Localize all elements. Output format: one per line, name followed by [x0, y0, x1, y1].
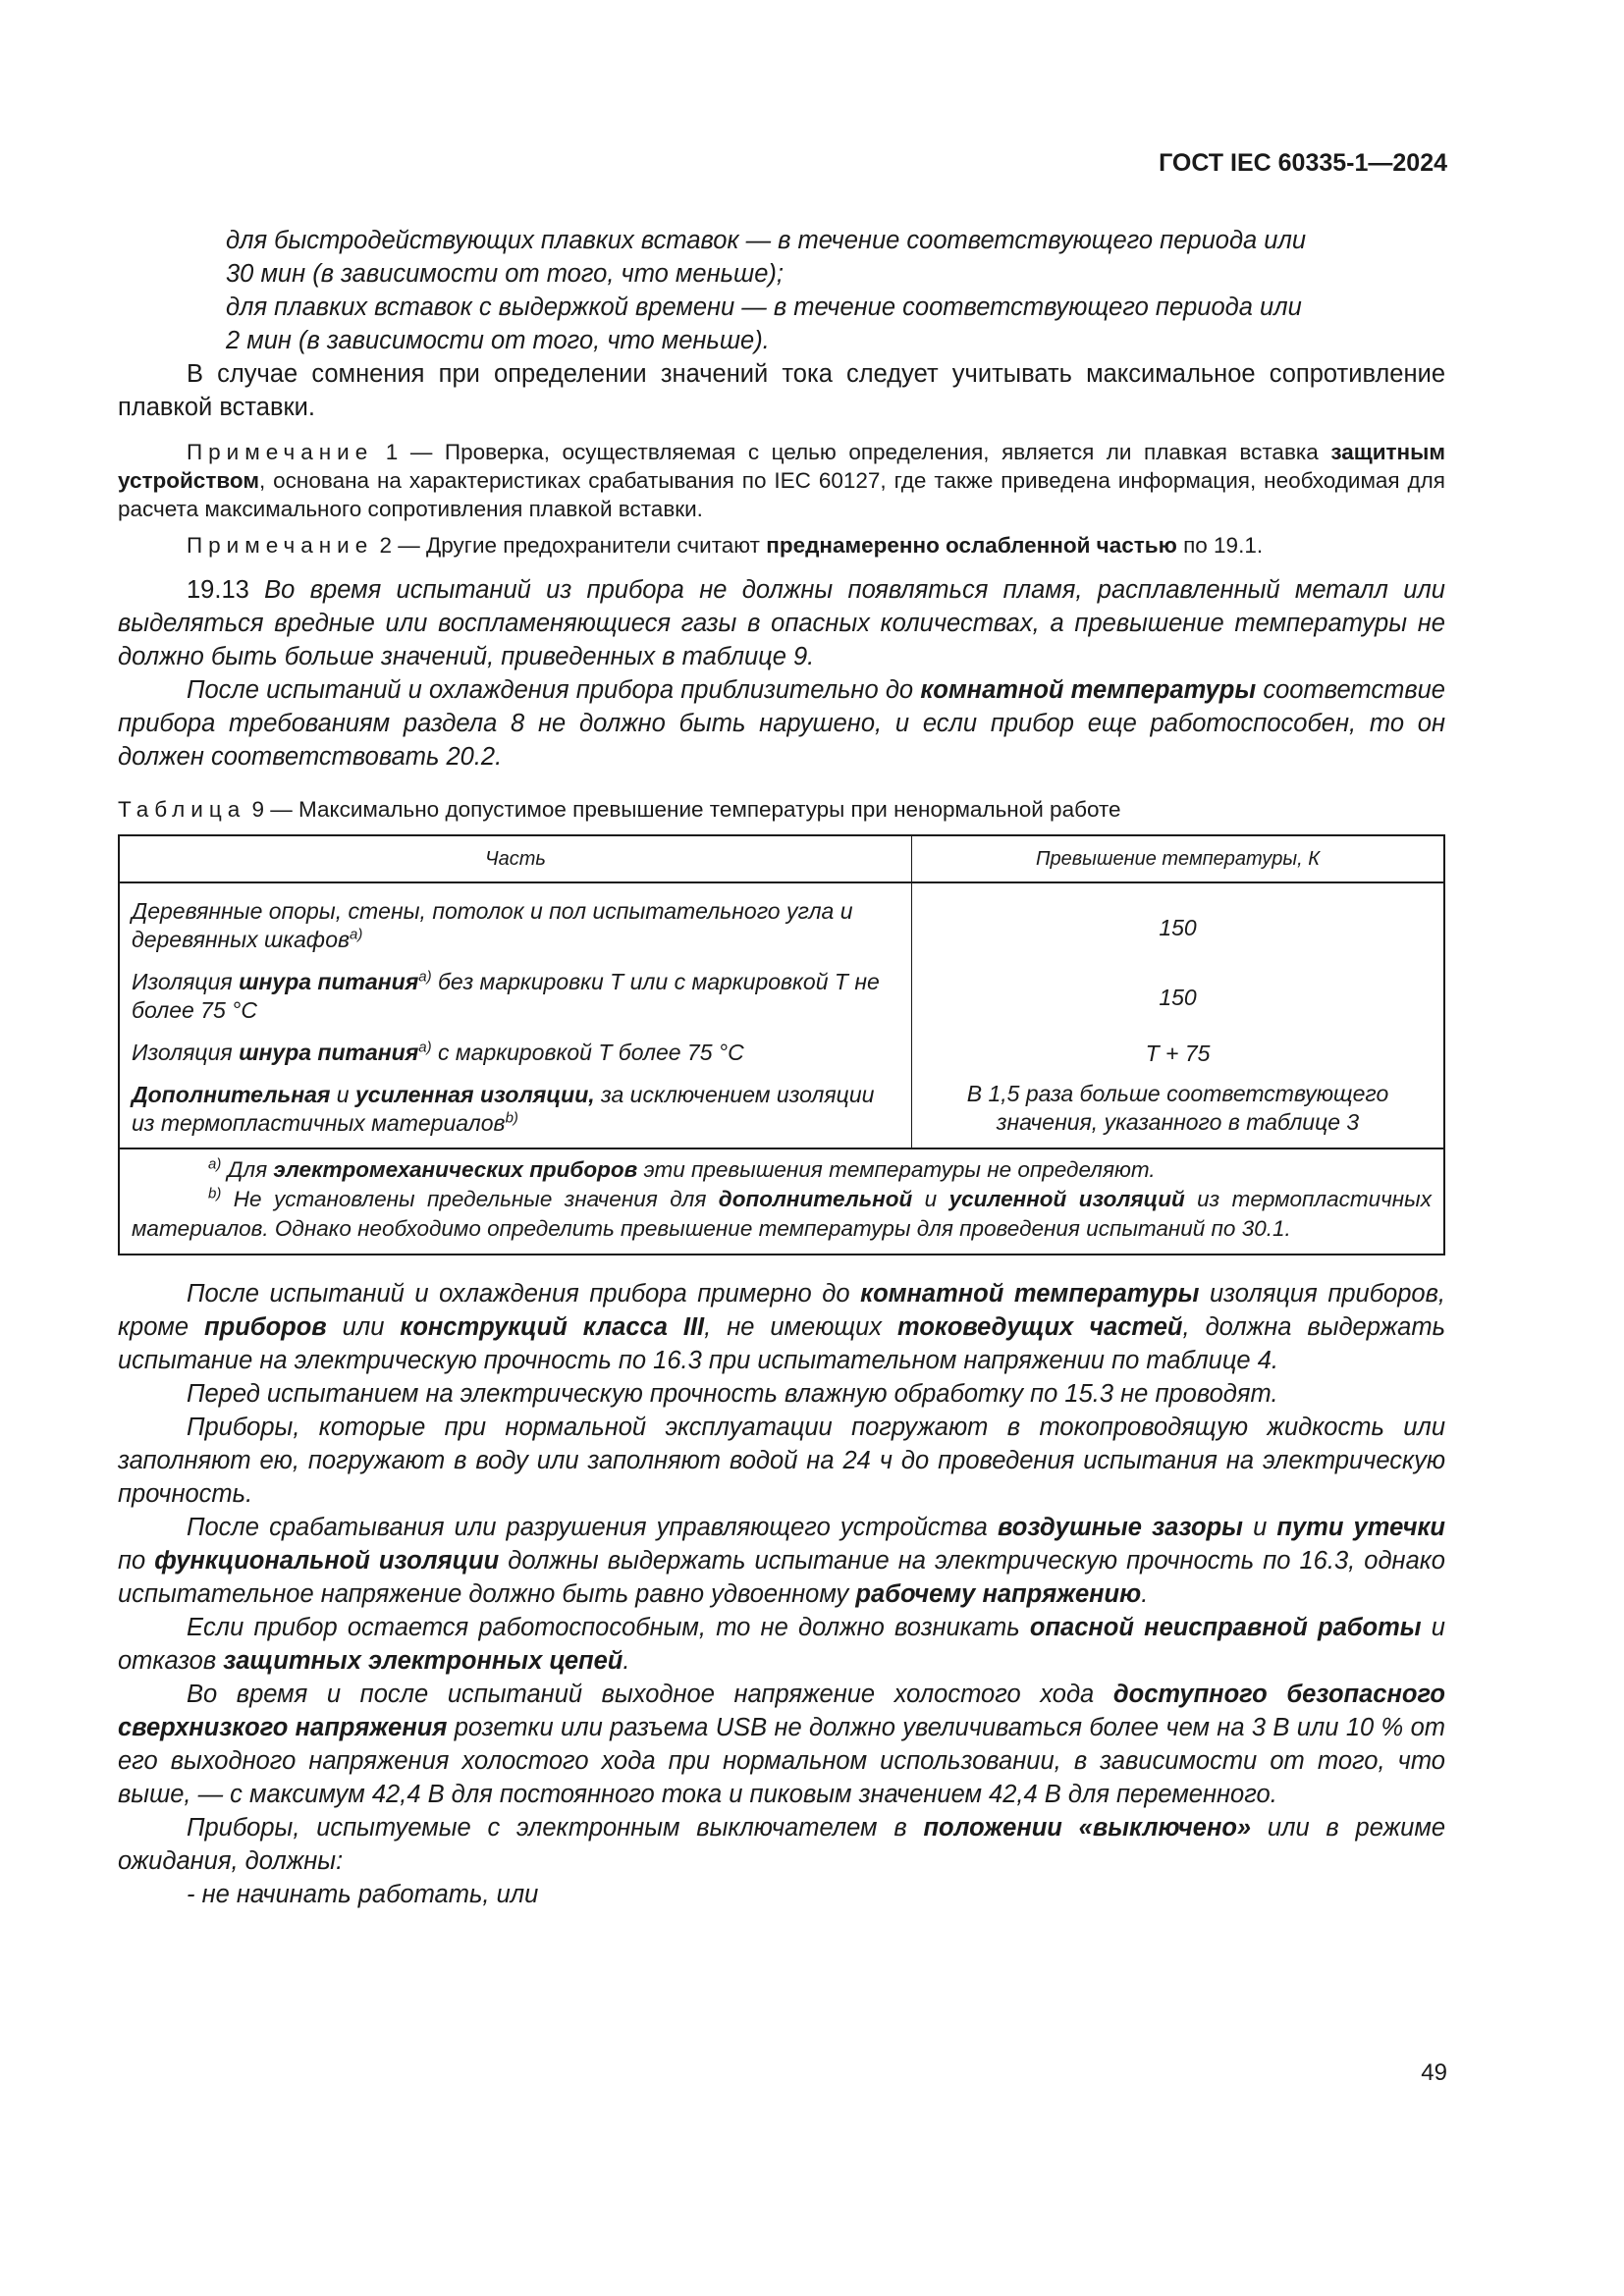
table-row: [119, 1075, 1444, 1148]
table-footnotes-row: [119, 1148, 1444, 1255]
table-footnotes: [119, 1148, 1444, 1255]
paragraph-operable: Если прибор остается работоспособным, то не должно возникать опасной неисправной работы и отказов защитных электронных цепей.: [118, 1614, 1445, 1675]
table-row: [119, 882, 1444, 962]
item-fast-fuse: для быстродействующих плавких вставок — в течение соответствующего периода или 30 мин (в зависимости от того, что меньше);: [226, 227, 1307, 288]
paragraph-doubt: В случае сомнения при определении значений тока следует учитывать максимальное сопротивление плавкой вставки.: [118, 360, 1445, 421]
col-header-part: Часть: [119, 835, 912, 882]
page-content: [118, 224, 1445, 1911]
list-item: - не начинать работать, или: [187, 1881, 539, 1908]
cell-part: Изоляция шнура питания$^{a)}$ с маркировкой Т более 75 °С: [119, 1033, 912, 1075]
paragraph-cooling-2: После испытаний и охлаждения прибора примерно до комнатной температуры изоляция приборов, кроме приборов или конструкций класса III, не имеющих токоведущих частей, должна выдержать испытание на электрическую прочность по 16.3 при испытательном напряжении по таблице 4.: [118, 1280, 1446, 1374]
page-number: 49: [1421, 2059, 1447, 2086]
table-row: [119, 962, 1444, 1033]
clause-19-13: 19.13 Во время испытаний из прибора не должны появляться пламя, расплавленный металл или выделяться вредные или воспламеняющиеся газы в опасных количествах, а превышение температуры не должно быть больше значений, приведенных в таблице 9.: [118, 576, 1445, 670]
paragraph-switch: Приборы, испытуемые с электронным выключателем в положении «выключено» или в режиме ожидания, должны:: [118, 1814, 1446, 1875]
paragraph-humidity: Перед испытанием на электрическую прочность влажную обработку по 15.3 не проводят.: [187, 1380, 1278, 1408]
table-row: [119, 1033, 1444, 1075]
table-caption: Таблица 9 — Максимально допустимое превышение температуры при ненормальной работе: [118, 797, 1121, 822]
paragraph-control: После срабатывания или разрушения управляющего устройства воздушные зазоры и пути утечки по функциональной изоляции должны выдержать испытание на электрическую прочность по 16.3, однако испытательное напряжение должно быть равно удвоенному рабочему напряжению.: [118, 1514, 1445, 1608]
item-delay-fuse: для плавких вставок с выдержкой времени — в течение соответствующего периода или 2 мин (в зависимости от того, что меньше).: [226, 294, 1302, 354]
cell-value: 150: [912, 962, 1445, 1033]
paragraph-immersed: Приборы, которые при нормальной эксплуатации погружают в токопроводящую жидкость или заполняют ею, погружают в воду или заполняют водой на 24 ч до проведения испытания на электрическую прочность.: [118, 1414, 1445, 1508]
cell-part: Изоляция шнура питания$^{a)}$ без маркировки Т или с маркировкой Т не более 75 °С: [119, 962, 912, 1033]
cell-part: Деревянные опоры, стены, потолок и пол испытательного угла и деревянных шкафов$^{a)}$: [119, 882, 912, 962]
cell-part: Дополнительная и усиленная изоляции, за исключением изоляции из термопластичных материалов$^{b)}$: [119, 1075, 912, 1148]
cell-value: Т + 75: [912, 1033, 1445, 1075]
col-header-rise: Превышение температуры, К: [912, 835, 1445, 882]
footnote-a: $^{a)}$ Для электромеханических приборов эти превышения температуры не определяют.: [208, 1155, 1156, 1182]
footnote-b: $^{b)}$ Не установлены предельные значения для дополнительной и усиленной изоляций из термопластичных материалов. Однако необходимо определить превышение температуры для проведения испытаний по 30.1.: [132, 1185, 1432, 1241]
cell-value: В 1,5 раза больше соответствующего значения, указанного в таблице 3: [912, 1075, 1445, 1148]
cell-value: 150: [912, 882, 1445, 962]
table-9: [118, 834, 1445, 1255]
document-header: ГОСТ IEC 60335-1—2024: [1159, 149, 1447, 177]
table-header-row: [119, 835, 1444, 882]
paragraph-cooling-1: После испытаний и охлаждения прибора приблизительно до комнатной температуры соответствие прибора требованиям раздела 8 не должно быть нарушено, и если прибор еще работоспособен, то он должен соответствовать 20.2.: [118, 676, 1445, 771]
note-2: Примечание 2 — Другие предохранители считают преднамеренно ослабленной частью по 19.1.: [187, 533, 1264, 558]
note-1: Примечание 1 — Проверка, осуществляемая с целью определения, является ли плавкая вставка защитным устройством, основана на характеристиках срабатывания по IEC 60127, где также приведена информация, необходимая для расчета максимального сопротивления плавкой вставки.: [118, 440, 1445, 521]
paragraph-voltage: Во время и после испытаний выходное напряжение холостого хода доступного безопасного сверхнизкого напряжения розетки или разъема USB не должно увеличиваться более чем на 3 В или 10 % от его выходного напряжения холостого хода при нормальном использовании, в зависимости от того, что выше, — с максимум 42,4 В для постоянного тока и пиковым значением 42,4 В для переменного.: [118, 1681, 1446, 1808]
